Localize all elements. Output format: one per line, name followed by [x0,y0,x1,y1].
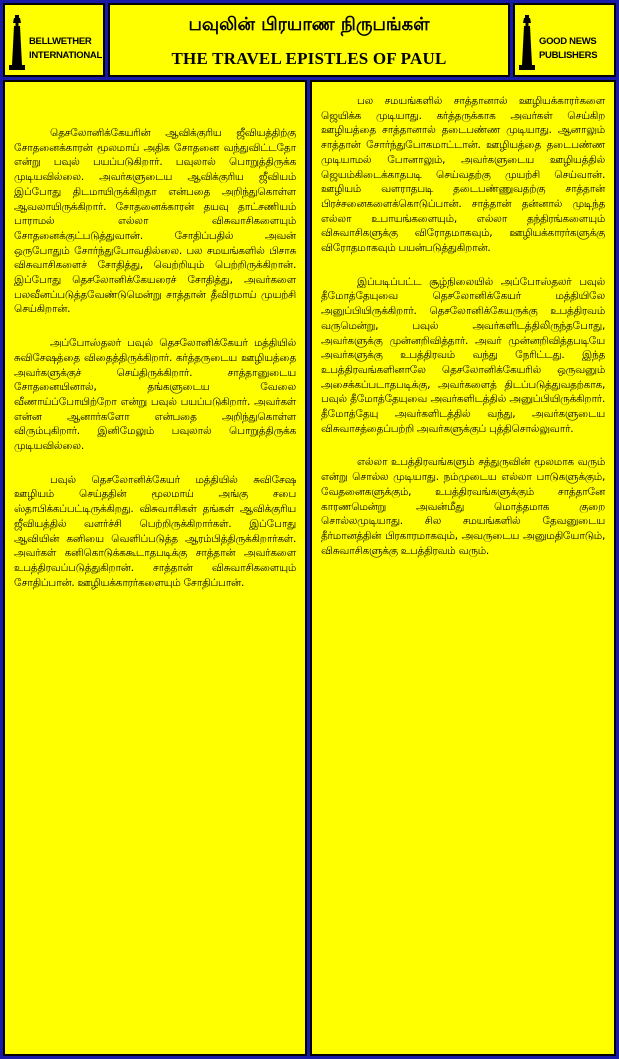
logo-line-2: PUBLISHERS [539,50,598,61]
logo-line-2: INTERNATIONAL [29,50,102,61]
bellwether-logo [3,3,105,77]
paragraph: தெசலோனிக்கேயரின் ஆவிக்குரிய ஜீவியத்திற்கு சோதனைக்காரன் மூலமாய் அதிக சோதனை வந்துவிட்டதோ என்று பவுல் பயப்படுகிறார். பவுலால் பொறுத்திருக்க முடியவில்லை. அவர்களுடைய ஆவிக்குரிய ஜீவியம் இப்போது திடமாயிருக்கிறதா என்பதை அறிந்துகொள்ள ஆவலாயிருக்கிறார். சோதனைக்காரன் தயவு தாட்சணியம் பாராமல் எல்லா விசுவாசிகளையும் சோதனைக்குட்படுத்துவான். சோதிப்பதில் அவன் ஒருபோதும் சோர்ந்துபோவதில்லை. பல சமயங்களில் பிசாசு விசுவாசிகளைச் சோதித்து, வெற்றியும் பெற்றிருக்கிறான். இப்போது தெசலோனிக்கேயரைச் சோதித்து, அவர்களை பலவீனப்படுத்தவேண்டுமென்று சாத்தான் தீவிரமாய் முயற்சி செய்கிறான். [14,127,296,316]
logo-line-1: BELLWETHER [29,36,92,47]
title-english: THE TRAVEL EPISTLES OF PAUL [171,49,447,68]
title-banner [108,3,510,77]
title-tamil: பவுலின் பிரயாண நிருபங்கள் [188,14,430,35]
right-column [310,80,616,1056]
paragraph: அப்போஸ்தலர் பவுல் தெசலோனிக்கேயர் மத்தியில் சுவிசேஷத்தை விதைத்திருக்கிறார். கர்த்தருடைய ஊழியத்தை அவர்களுக்குச் செய்திருக்கிறார். சாத்தானுடைய சோதனையினால், தங்களுடைய வேலை வீணாய்ப்போயிற்றோ என்று பவுல் பயப்படுகிறார். அவர்கள் என்ன ஆனார்களோ என்பதை அறிந்துகொள்ள விரும்புகிறார். இனிமேலும் பவுலால் பொறுத்திருக்க முடியவில்லை. [14,337,296,453]
good-news-publishers-logo [513,3,616,77]
paragraph: எல்லா உபத்திரவங்களும் சத்துருவின் மூலமாக வரும் என்று சொல்ல முடியாது. நம்முடைய எல்லா பாடுகளுக்கும், வேதனைகளுக்கும், உபத்திரவங்களுக்கும் சாத்தானே காரணமென்று அவன்மீது மொத்தமாக குறை சொல்லமுடியாது. சில சமயங்களில் தேவனுடைய தீர்மானத்தின் பிரகாரமாகவும், அவருடைய அனுமதியோடும், விசுவாசிகளுக்கு உபத்திரவம் வரும். [321,456,605,557]
lamp-tower-icon [519,15,535,71]
lamp-tower-icon [9,15,25,71]
left-column [3,80,307,1056]
paragraph: பவுல் தெசலோனிக்கேயர் மத்தியில் சுவிசேஷ ஊழியம் செய்ததின் மூலமாய் அங்கு சபை ஸ்தாபிக்கப்பட்டிருக்கிறது. விசுவாசிகள் தங்கள் ஆவிக்குரிய ஜீவியத்தில் வளர்ச்சி பெற்றிருக்கிறார்கள். இப்போது ஆவியின் கனியை வெளிப்படுத்த ஆரம்பித்திருக்கிறார்கள். அவர்கள் கனிகொடுக்ககூடாதபடிக்கு சாத்தான் அவர்களை உபத்திரவப்படுத்துகிறான். சாத்தான் விசுவாசிகளையும் சோதிப்பான். ஊழியக்காரர்களையும் சோதிப்பான். [14,473,296,589]
logo-line-1: GOOD NEWS [539,36,597,47]
paragraph: பல சமயங்களில் சாத்தானால் ஊழியக்காரர்களை ஜெயிக்க முடியாது. கர்த்தருக்காக அவர்கள் செய்கிற ஊழியத்தை சாத்தானால் தடைபண்ண முடியாது. ஆனாலும் சாத்தான் சோர்ந்துபோகமாட்டான். ஊழியத்தை தடைபண்ண முடியாமல் போனாலும், அவர்களுடைய ஊழியத்தில் ஜெயம்கிடைக்காதபடி செய்வதற்கு முயற்சி செய்வான். ஊழியம் வளராதபடி தடைபண்ணுவதற்கு சாத்தான் பிரச்சனைகளைக்கொடுப்பான். சாத்தான் தன்னால் முடிந்த எல்லா உபாயங்களையும், எல்லா தந்திரங்களையும் விசுவாசிகளுக்கு விரோதமாகவும், ஊழியக்காரர்களுக்கு விரோதமாகவும் பயன்படுத்துகிறான். [321,95,605,255]
paragraph: இப்படிப்பட்ட சூழ்நிலையில் அப்போஸ்தலர் பவுல் தீமோத்தேயுவை தெசலோனிக்கேயர் மத்தியிலே அனுப்பியிருக்கிறார். தெசலோனிக்கேயருக்கு உபத்திரவம் வருமென்று, பவுல் அவர்களிடத்திலிருந்தபோது, அவர்களுக்கு முன்னறிவித்தார். அவர் முன்னறிவித்தபடியே அவர்களுக்கு உபத்திரவம் வந்து நேரிட்டது. இந்த உபத்திரவங்களினாலே தெசலோனிக்கேயரில் ஒருவனும் அசைக்கப்படாதபடிக்கு, அவர்களைத் திடப்படுத்துவதற்காக, பவுல் தீமோத்தேயுவை அவர்களிடத்தில் அனுப்பியிருக்கிறார். தீமோத்தேயு அவர்களிடத்தில் வந்து, அவர்களுடைய விசுவாசத்தைப்பற்றி அவர்களுக்குப் புத்திசொல்லுவார். [321,275,605,435]
